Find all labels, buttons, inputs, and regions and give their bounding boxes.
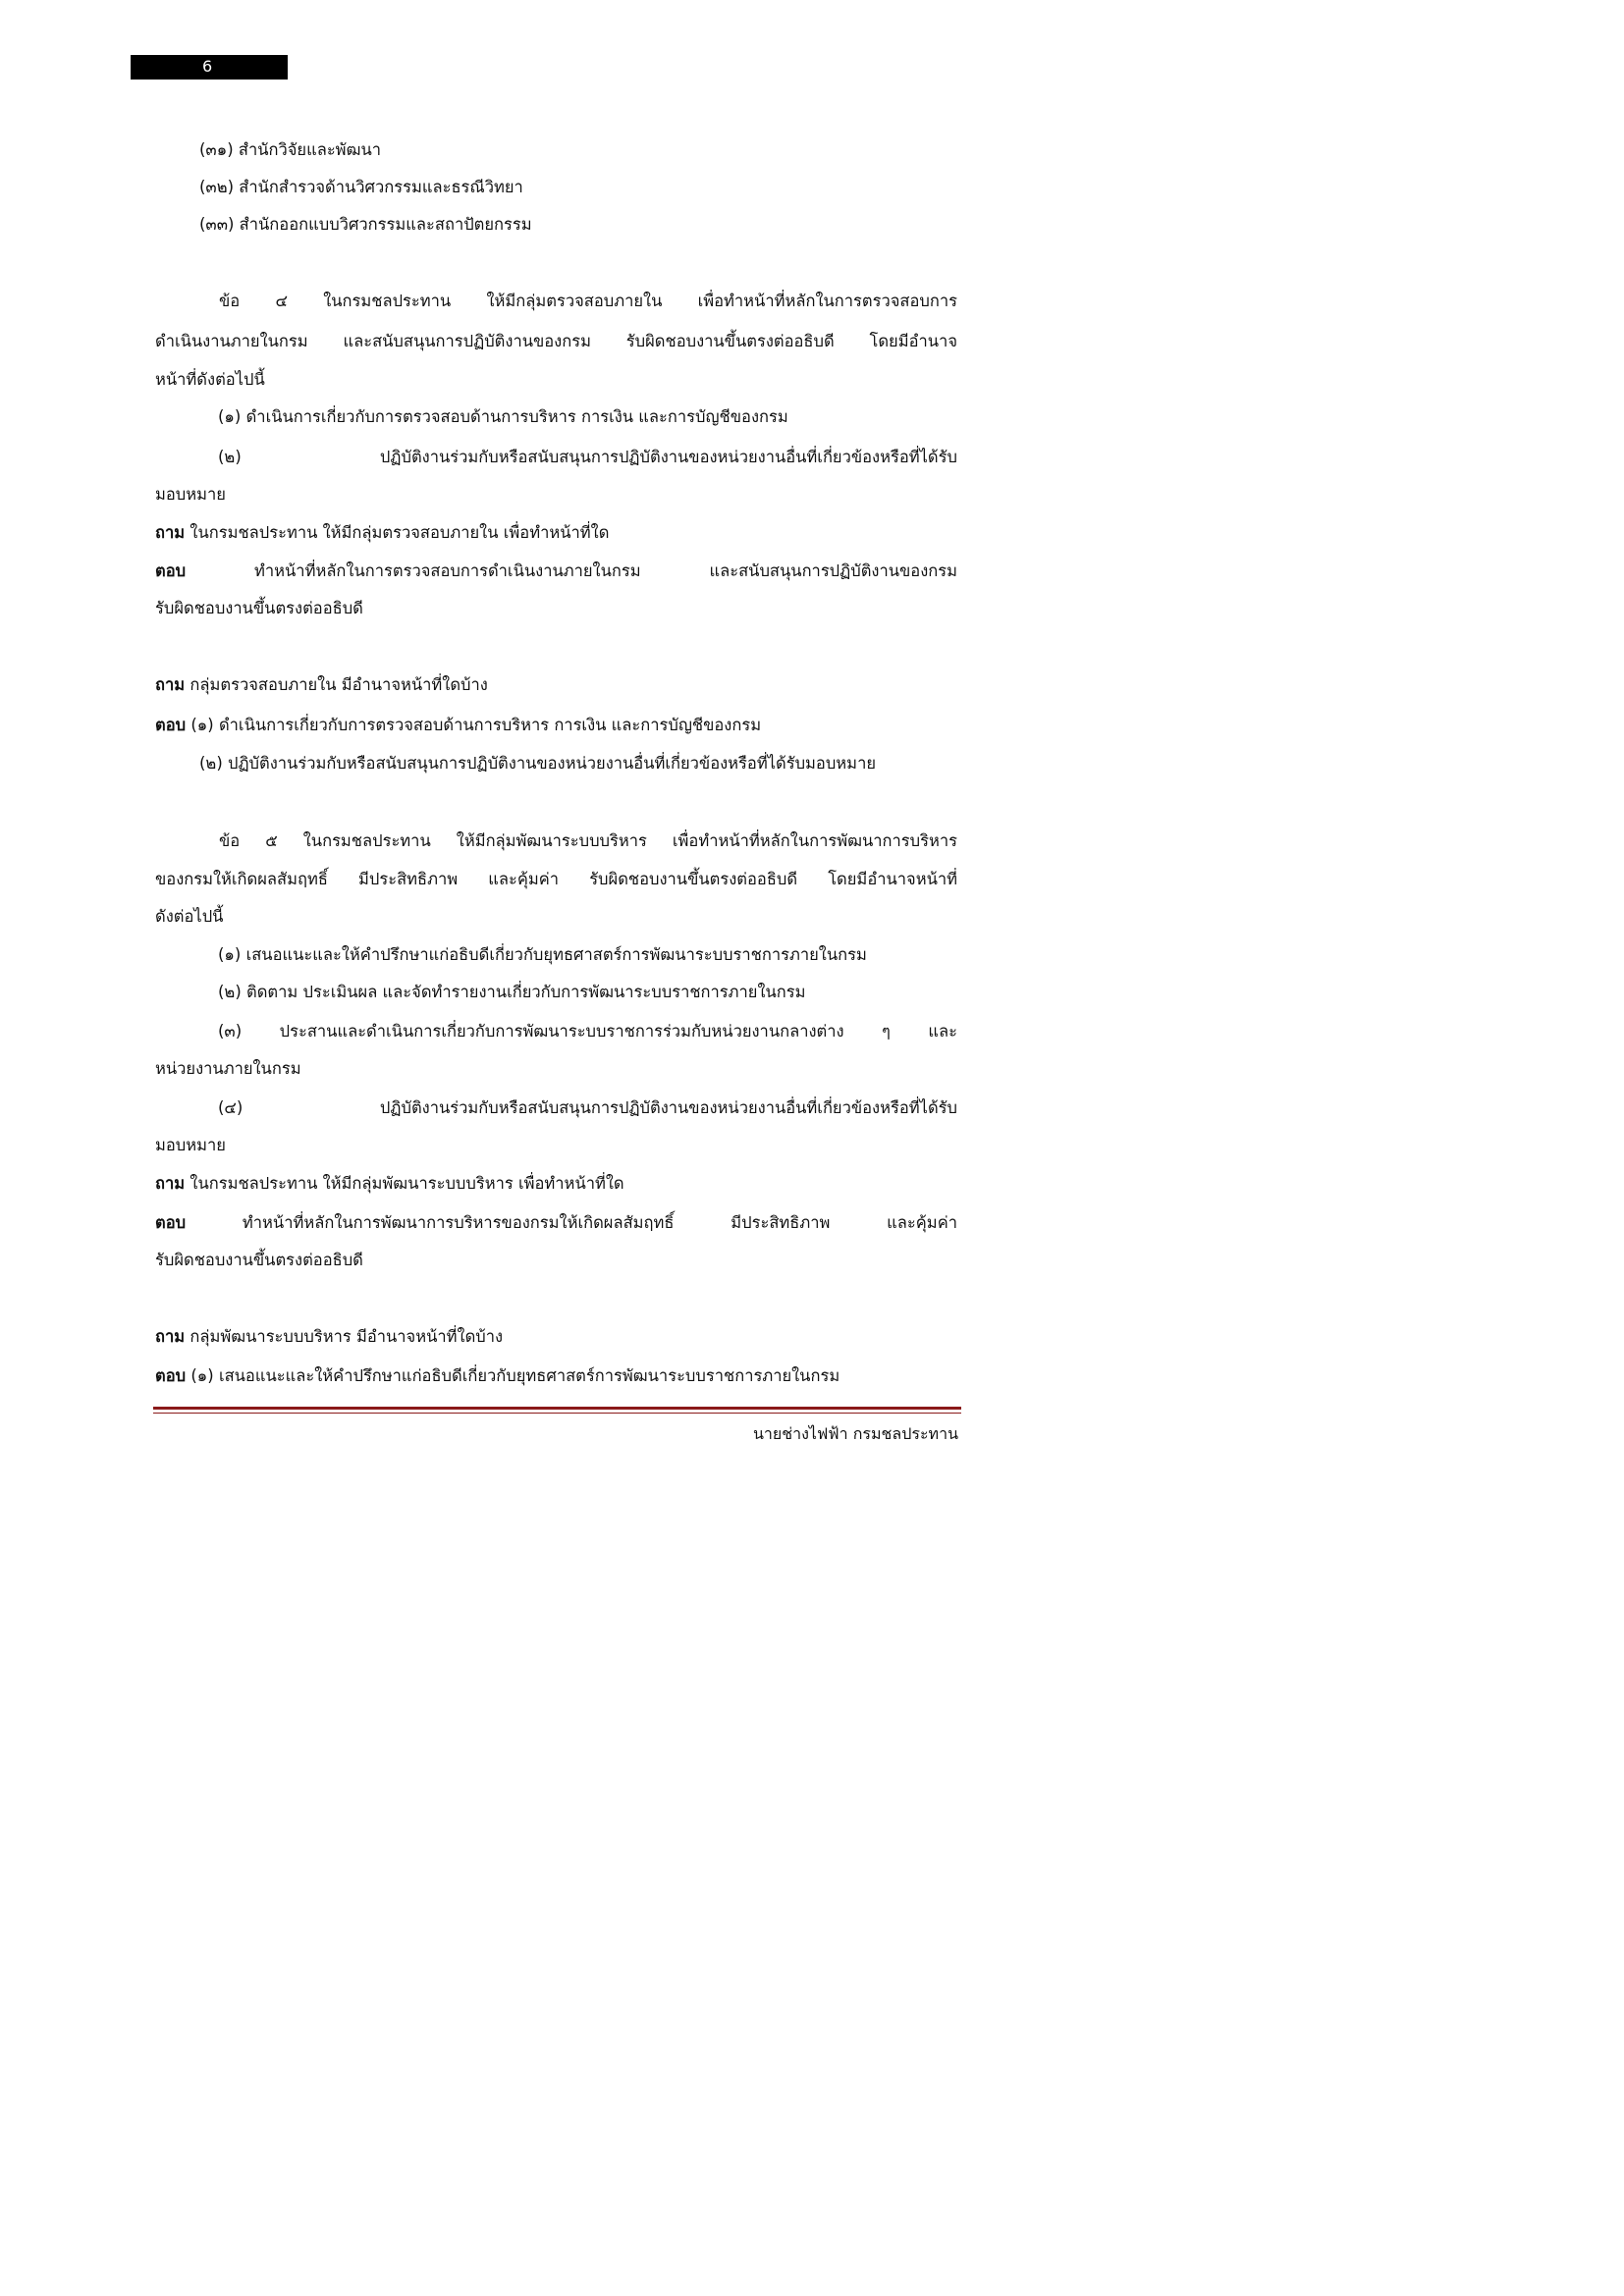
answer-line: ตอบ ทำหน้าที่หลักในการพัฒนาการบริหารของกรมให้เกิดผลสัมฤทธิ์ มีประสิทธิภาพ และคุ้มค่า [155,1213,957,1232]
list-item: (๓๒) สำนักสำรวจด้านวิศวกรรมและธรณีวิทยา [199,178,523,196]
paragraph-line: มอบหมาย [155,1136,226,1154]
paragraph-line: หน่วยงานภายในกรม [155,1059,301,1078]
question-line: ถาม ในกรมชลประทาน ให้มีกลุ่มตรวจสอบภายใน เพื่อทำหน้าที่ใด [155,523,610,542]
list-item: (๔) ปฏิบัติงานร่วมกับหรือสนับสนุนการปฏิบัติงานของหน่วยงานอื่นที่เกี่ยวข้องหรือที่ได้รับ [218,1098,957,1117]
list-item: (๒) ปฏิบัติงานร่วมกับหรือสนับสนุนการปฏิบัติงานของหน่วยงานอื่นที่เกี่ยวข้องหรือที่ได้รับ [218,448,957,466]
paragraph-line: มอบหมาย [155,485,226,504]
paragraph-line: ของกรมให้เกิดผลสัมฤทธิ์ มีประสิทธิภาพ และคุ้มค่า รับผิดชอบงานขึ้นตรงต่ออธิบดี โดยมีอำนาจหน้าที่ [155,870,957,888]
answer-line: (๒) ปฏิบัติงานร่วมกับหรือสนับสนุนการปฏิบัติงานของหน่วยงานอื่นที่เกี่ยวข้องหรือที่ได้รับมอบหมาย [199,754,876,773]
answer-line: รับผิดชอบงานขึ้นตรงต่ออธิบดี [155,599,363,617]
footer-rule [153,1407,961,1410]
answer-line: ตอบ (๑) ดำเนินการเกี่ยวกับการตรวจสอบด้านการบริหาร การเงิน และการบัญชีของกรม [155,716,762,734]
list-item: (๑) ดำเนินการเกี่ยวกับการตรวจสอบด้านการบริหาร การเงิน และการบัญชีของกรม [218,407,788,426]
list-item: (๓๓) สำนักออกแบบวิศวกรรมและสถาปัตยกรรม [199,215,532,234]
paragraph-line: ข้อ ๕ ในกรมชลประทาน ให้มีกลุ่มพัฒนาระบบบริหาร เพื่อทำหน้าที่หลักในการพัฒนาการบริหาร [219,831,957,850]
list-item: (๓) ประสานและดำเนินการเกี่ยวกับการพัฒนาระบบราชการร่วมกับหน่วยงานกลางต่าง ๆ และ [218,1022,957,1041]
question-line: ถาม ในกรมชลประทาน ให้มีกลุ่มพัฒนาระบบบริหาร เพื่อทำหน้าที่ใด [155,1174,624,1193]
question-line: ถาม กลุ่มตรวจสอบภายใน มีอำนาจหน้าที่ใดบ้าง [155,675,488,694]
answer-line: รับผิดชอบงานขึ้นตรงต่ออธิบดี [155,1251,363,1269]
list-item: (๑) เสนอแนะและให้คำปรึกษาแก่อธิบดีเกี่ยวกับยุทธศาสตร์การพัฒนาระบบราชการภายในกรม [218,945,867,964]
page-number: 6 [202,57,213,76]
footer-text: นายช่างไฟฟ้า กรมชลประทาน [752,1424,958,1443]
answer-line: ตอบ (๑) เสนอแนะและให้คำปรึกษาแก่อธิบดีเกี่ยวกับยุทธศาสตร์การพัฒนาระบบราชการภายในกรม [155,1366,840,1385]
paragraph-line: ข้อ ๔ ในกรมชลประทาน ให้มีกลุ่มตรวจสอบภายใน เพื่อทำหน้าที่หลักในการตรวจสอบการ [219,292,957,310]
paragraph-line: หน้าที่ดังต่อไปนี้ [155,370,265,389]
question-line: ถาม กลุ่มพัฒนาระบบบริหาร มีอำนาจหน้าที่ใดบ้าง [155,1327,504,1346]
list-item: (๓๑) สำนักวิจัยและพัฒนา [199,140,382,159]
footer-rule-thin [153,1413,961,1414]
list-item: (๒) ติดตาม ประเมินผล และจัดทำรายงานเกี่ยวกับการพัฒนาระบบราชการภายในกรม [218,983,806,1001]
answer-line: ตอบ ทำหน้าที่หลักในการตรวจสอบการดำเนินงานภายในกรม และสนับสนุนการปฏิบัติงานของกรม [155,561,957,580]
paragraph-line: ดังต่อไปนี้ [155,907,224,926]
page-number-bar [131,55,288,80]
paragraph-line: ดำเนินงานภายในกรม และสนับสนุนการปฏิบัติงานของกรม รับผิดชอบงานขึ้นตรงต่ออธิบดี โดยมีอำนาจ [155,332,957,350]
